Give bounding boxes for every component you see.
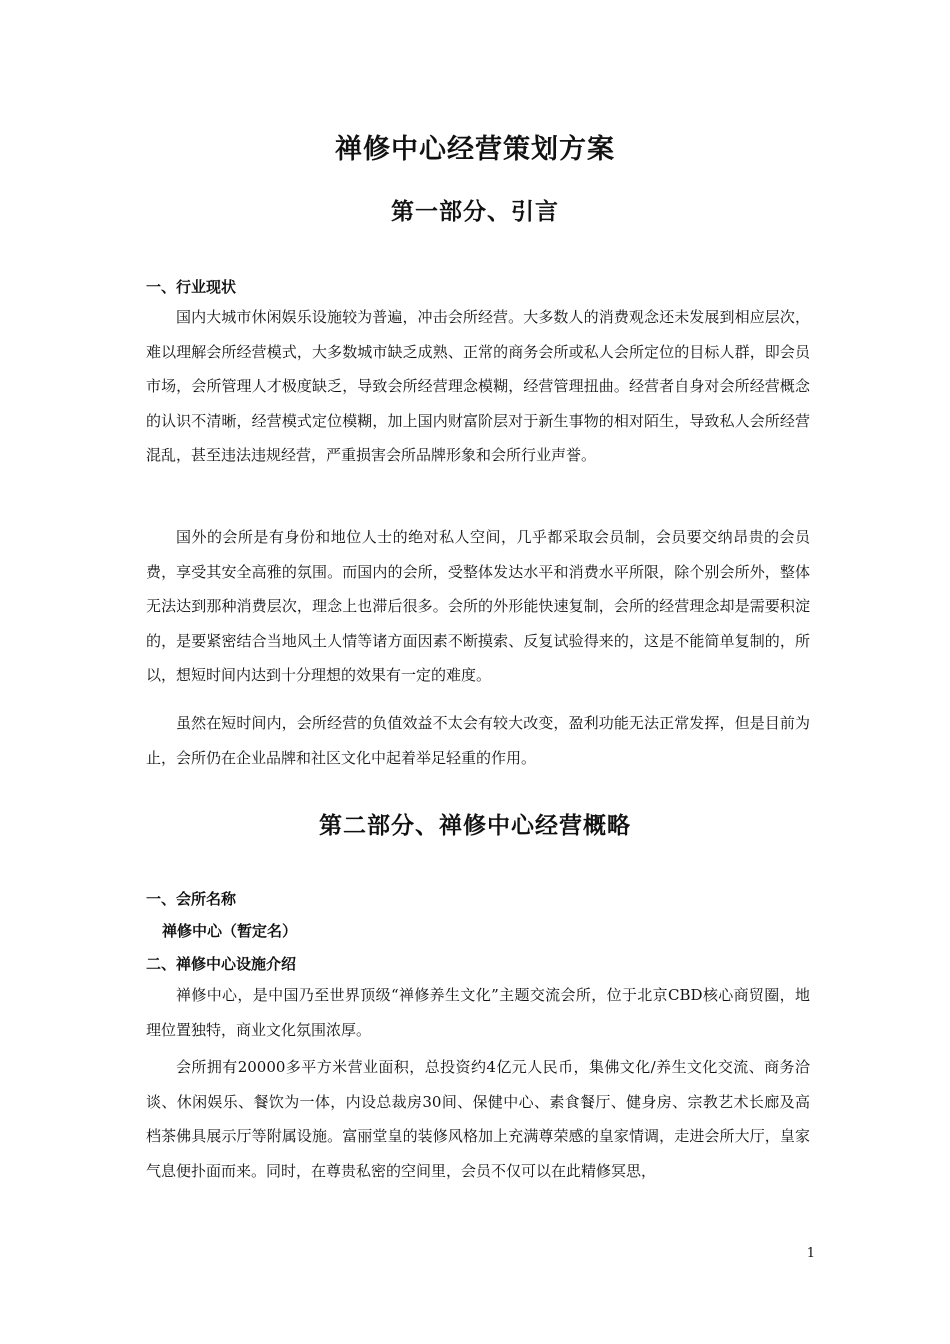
paragraph-industry-status-1: 国内大城市休闲娱乐设施较为普遍，冲击会所经营。大多数人的消费观念还未发展到相应层次，难以理解会所经营模式，大多数城市缺乏成熟、正常的商务会所或私人会所定位的目标人群，即会员市场，会所管理人才极度缺乏，导致会所经营理念模糊，经营管理扭曲。经营者自身对会所经营概念的认识不清晰，经营模式定位模糊，加上国内财富阶层对于新生事物的相对陌生，导致私人会所经营混乱，甚至违法违规经营，严重损害会所品牌形象和会所行业声誉。 — [146, 308, 810, 464]
part-one-heading: 第一部分、引言 — [391, 199, 559, 225]
paragraph-industry-status-3: 虽然在短时间内，会所经营的负值效益不太会有较大改变，盈利功能无法正常发挥，但是目前为止，会所仍在企业品牌和社区文化中起着举足轻重的作用。 — [146, 714, 810, 767]
paragraph-facilities-1: 禅修中心，是中国乃至世界顶级“禅修养生文化”主题交流会所，位于北京CBD核心商贸圈，地理位置独特，商业文化氛围浓厚。 — [146, 986, 810, 1039]
section-facilities-heading: 二、禅修中心设施介绍 — [146, 955, 297, 973]
section-club-name-heading: 一、会所名称 — [146, 890, 237, 908]
section-industry-status-heading: 一、行业现状 — [146, 278, 237, 296]
document-title: 禅修中心经营策划方案 — [335, 134, 615, 165]
paragraph-industry-status-2: 国外的会所是有身份和地位人士的绝对私人空间，几乎都采取会员制，会员要交纳昂贵的会员费，享受其安全高雅的氛围。而国内的会所，受整体发达水平和消费水平所限，除个别会所外，整体无法达到那种消费层次，理念上也滞后很多。会所的外形能快速复制，会所的经营理念却是需要积淀的，是要紧密结合当地风土人情等诸方面因素不断摸索、反复试验得来的，这是不能简单复制的，所以，想短时间内达到十分理想的效果有一定的难度。 — [146, 528, 810, 684]
part-two-heading: 第二部分、禅修中心经营概略 — [319, 813, 631, 839]
club-name-value: 禅修中心（暂定名） — [162, 922, 298, 940]
paragraph-facilities-2: 会所拥有20000多平方米营业面积，总投资约4亿元人民币，集佛文化/养生文化交流、商务洽谈、休闲娱乐、餐饮为一体，内设总裁房30间、保健中心、素食餐厅、健身房、宗教艺术长廊及高档茶佛具展示厅等附属设施。富丽堂皇的装修风格加上充满尊荣感的皇家情调，走进会所大厅，皇家气息便扑面而来。同时，在尊贵私密的空间里，会员不仅可以在此精修冥思， — [146, 1058, 810, 1180]
page-number: 1 — [806, 1246, 815, 1261]
